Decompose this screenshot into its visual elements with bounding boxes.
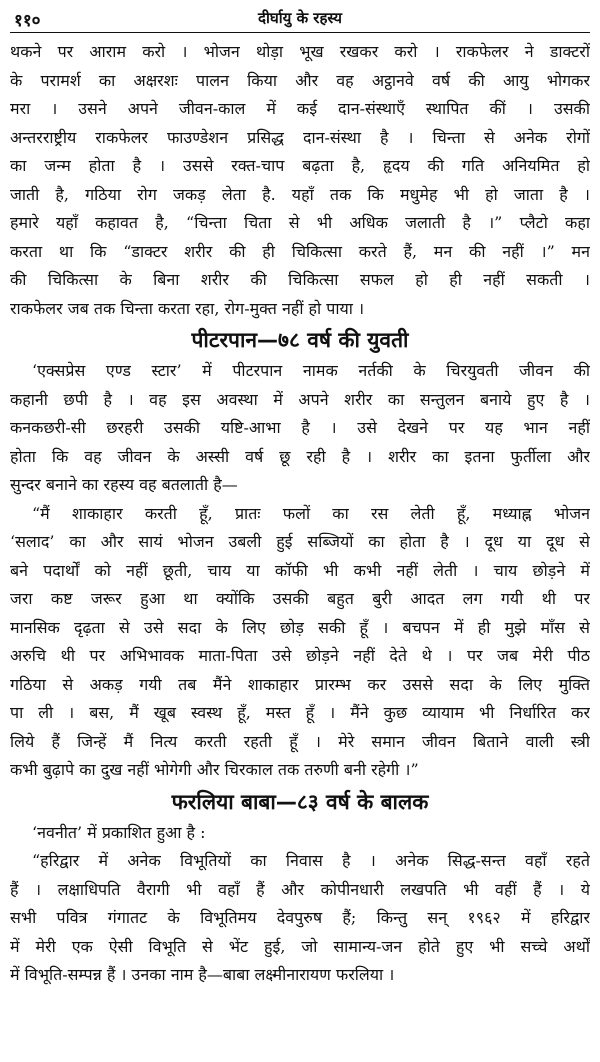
running-title: दीर्घायु के रहस्य xyxy=(258,9,342,27)
text-line: पा ली । बस, मैं खूब स्वस्थ हूँ, मस्त हूँ । मैंने कुछ व्यायाम भी निर्धारित कर xyxy=(10,703,590,722)
paragraph-rockefeller xyxy=(10,38,590,323)
text-line: मरा । उसने अपने जीवन-काल में कई दान-संस्थाएँ स्थापित कीं । उसकी xyxy=(10,99,590,118)
text-line: की चिकित्सा के बिना शरीर की चिकित्सा सफल हो ही नहीं सकती । xyxy=(10,270,590,289)
section-heading-farliya: फरलिया बाबा—८३ वर्ष के बालक xyxy=(171,789,429,814)
text-line: कनकछरी-सी छरहरी उसकी यष्टि-आभा है । उसे देखने पर यह भान नहीं xyxy=(10,418,590,437)
text-line: गठिया से अकड़ गयी तब मैंने शाकाहार प्रारम्भ कर उससे सदा के लिए मुक्ति xyxy=(10,674,590,694)
paragraph-navneet xyxy=(10,819,590,848)
section-heading-peterpan: पीटरपान—७८ वर्ष की युवती xyxy=(191,328,409,352)
header-rule xyxy=(10,32,590,33)
text-line: ‘एक्सप्रेस एण्ड स्टार’ में पीटरपान नामक नर्तकी के चिरयुवती जीवन की xyxy=(32,361,590,380)
text-line: “हरिद्वार में अनेक विभूतियों का निवास है । अनेक सिद्ध-सन्त वहाँ रहते xyxy=(32,851,590,870)
text-line: लिये हैं जिन्हें मैं नित्य करती रहती हूँ । मेरे समान जीवन बिताने वाली स्त्री xyxy=(10,731,590,751)
text-line: सभी पवित्र गंगातट के विभूतिमय देवपुरुष हैं; किन्तु सन् १९६२ में हरिद्वार xyxy=(10,908,590,927)
quote-peterpan xyxy=(10,500,590,785)
paragraph-peterpan xyxy=(10,357,590,500)
text-line: अरुचि थी पर अभिभावक माता-पिता उसे छोड़ने नहीं देते थे । पर जब मेरी पीठ xyxy=(10,646,590,665)
page-header xyxy=(10,6,590,38)
text-line: में विभूति-सम्पन्न हैं । उनका नाम है—बाबा लक्ष्मीनारायण फरलिया । xyxy=(10,965,395,984)
text-line: राकफेलर जब तक चिन्ता करता रहा, रोग-मुक्त नहीं हो पाया । xyxy=(10,298,365,318)
text-line: बने पदार्थों को नहीं छूती, चाय या कॉफी भी कभी नहीं लेती । चाय छोड़ने में xyxy=(10,560,590,580)
text-line: करता था कि “डाक्टर शरीर की ही चिकित्सा करते हैं, मन की नहीं ।” मन xyxy=(10,241,590,261)
text-line: सुन्दर बनाने का रहस्य वह बतलाती है— xyxy=(10,475,238,494)
text-line: में मेरी एक ऐसी विभूति से भेंट हुई, जो सामान्य-जन होते हुए भी सच्चे अर्थों xyxy=(10,936,590,956)
page-number: ११० xyxy=(14,11,41,31)
text-line: जाती है, गठिया रोग जकड़ लेता है. यहाँ तक कि मधुमेह भी हो जाता है । xyxy=(10,184,590,204)
text-line: हमारे यहाँ कहावत है, “चिन्ता चिता से भी अधिक जलाती है ।” प्लैटो कहा xyxy=(10,213,590,232)
text-line: के परामर्श का अक्षरशः पालन किया और वह अट्ठानवे वर्ष की आयु भोगकर xyxy=(10,70,590,90)
text-line: का जन्म होता है । उससे रक्त-चाप बढ़ता है, हृदय की गति अनियमित हो xyxy=(10,156,590,175)
text-line: मानसिक दृढ़ता से उसे सदा के लिए छोड़ सकी हूँ । बचपन में ही मुझे माँस से xyxy=(10,617,590,637)
text-line: कभी बुढ़ापे का दुख नहीं भोगेगी और चिरकाल तक तरुणी बनी रहेगी ।” xyxy=(10,760,419,779)
text-line: अन्तरराष्ट्रीय राकफेलर फाउण्डेशन प्रसिद्ध दान-संस्था है । चिन्ता से अनेक रोगों xyxy=(10,127,590,147)
text-line: ‘सलाद’ का और सायं भोजन उबली हुई सब्जियों का होता है । दूध या दूध से xyxy=(10,532,590,551)
text-line: “मैं शाकाहार करती हूँ, प्रातः फलों का रस लेती हूँ, मध्याह्न भोजन xyxy=(32,503,590,523)
text-line: ‘नवनीत’ में प्रकाशित हुआ है : xyxy=(32,822,206,842)
text-line: थकने पर आराम करो । भोजन थोड़ा भूख रखकर करो । राकफेलर ने डाक्टरों xyxy=(10,42,590,61)
quote-haridwar xyxy=(10,847,590,990)
text-line: जरा कष्ट जरूर हुआ था क्योंकि उसकी बहुत बुरी आदत लग गयी थी पर xyxy=(10,589,590,608)
text-line: होता कि वह जीवन के अस्सी वर्ष छू रही है । शरीर का इतना फुर्तीला और xyxy=(10,446,590,466)
text-line: कहानी छपी है । वह इस अवस्था में अपने शरीर का सन्तुलन बनाये हुए है । xyxy=(10,389,590,409)
text-line: हैं । लक्षाधिपति वैरागी भी वहाँ हैं और कोपीनधारी लखपति भी वहीं हैं । ये xyxy=(10,879,590,899)
